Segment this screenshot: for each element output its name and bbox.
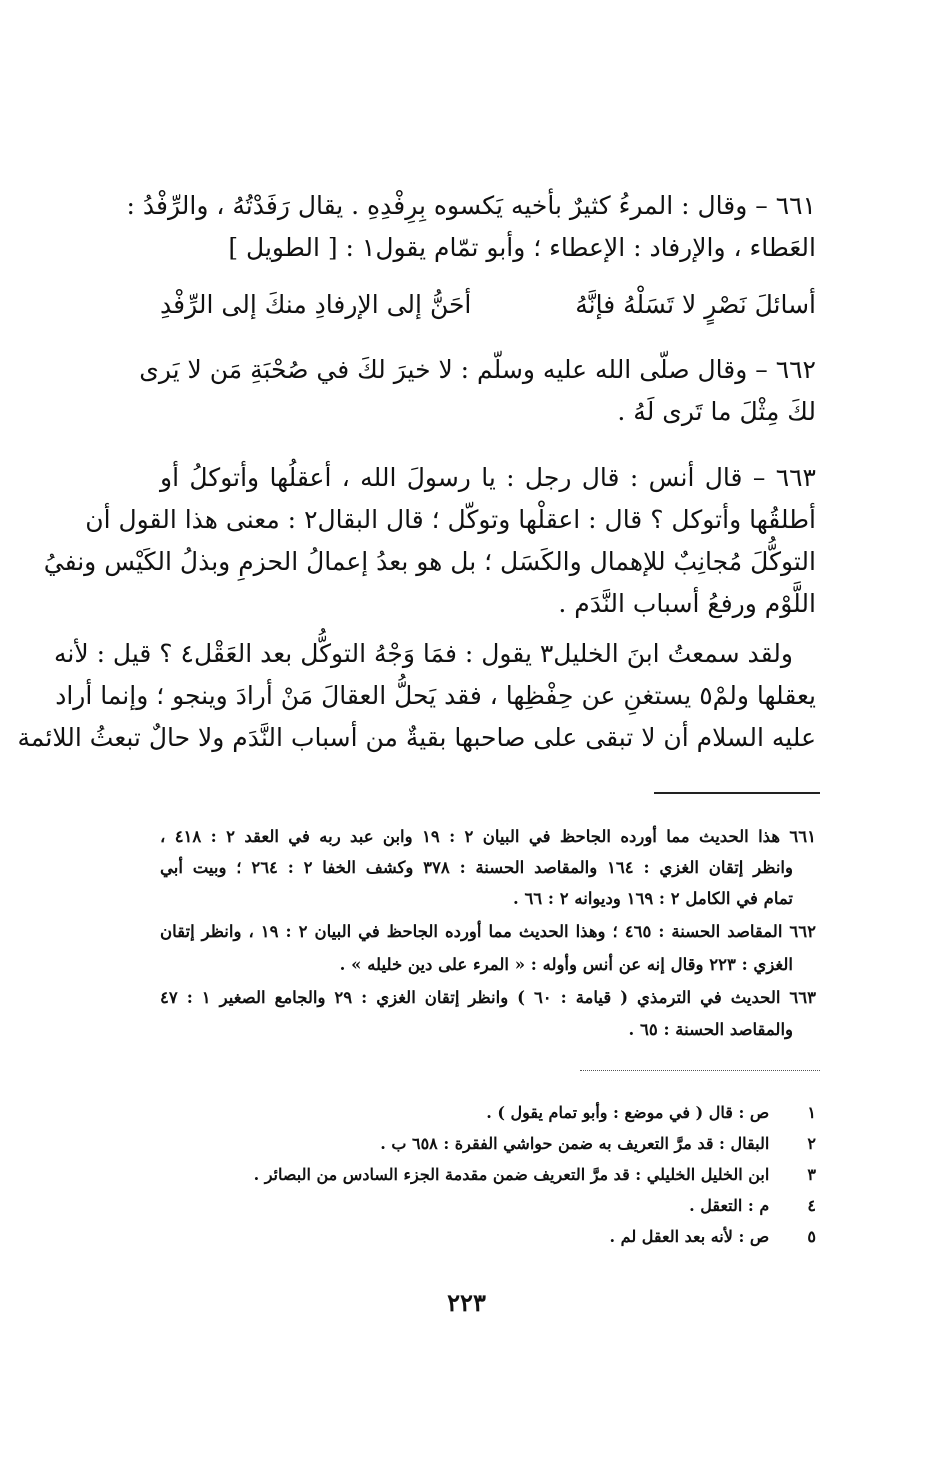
paragraph-662-line-2: لكَ مِثْلَ ما تَرى لَهُ . — [617, 397, 816, 426]
note-text: البقال : قد مرَّ التعريف به ضمن حواشي الفقرة : ٦٥٨ ب . — [380, 1134, 770, 1153]
paragraph-663-line-2: أطلقُها وأتوكل ؟ قال : اعقلْها وتوكّل ؛ قال البقال٢ : معنى هذا القول أن — [85, 505, 816, 534]
note-number: ٤ — [807, 1196, 816, 1215]
verse-first-hemistich: أسائلَ نَصْرٍ لا تَسَلْهُ فإنَّهُ — [575, 290, 816, 319]
verse-second-hemistich: أحَنُّ إلى الإرفادِ منكَ إلى الرِّفْدِ — [160, 290, 472, 319]
paragraph-663-line-3: التوكُّلَ مُجانِبٌ للإهمال والكَسَل ؛ بل هو بعدُ إعمالُ الحزمِ وبذلُ الكَيْس ونفيُ — [43, 547, 816, 576]
footnote-663-line-2: والمقاصد الحسنة : ٦٥ . — [628, 1020, 793, 1039]
footnote-662-line-1: ٦٦٢ المقاصد الحسنة : ٤٦٥ ؛ وهذا الحديث مما أورده الجاحظ في البيان ٢ : ١٩ ، وانظر إتقان — [160, 922, 816, 941]
note-4 — [689, 1191, 816, 1221]
note-number: ١ — [807, 1103, 816, 1122]
note-text: ابن الخليل الخليلي : قد مرَّ التعريف ضمن مقدمة الجزء السادس من البصائر . — [253, 1165, 770, 1184]
paragraph-663-line-7: عليه السلام أن لا تبقى على صاحبها بقيةٌ من أسباب النَّدَم ولا حالٌ تبعثُ اللائمة — [17, 723, 816, 752]
note-text: ص : لأنه بعد العقل لم . — [609, 1227, 770, 1246]
paragraph-661-line-1: ٦٦١ – وقال : المرءُ كثيرٌ بأخيه يَكسوه بِرِفْدِهِ . يقال رَفَدْتُهُ ، والرِّفْدُ : — [126, 191, 816, 220]
paragraph-663-line-6: يعقلها ولمْ٥ يستغنِ عن حِفْظِها ، فقد يَحلُّ العقالَ مَنْ أرادَ وينجو ؛ وإنما أراد — [55, 681, 816, 710]
note-number: ٢ — [807, 1134, 816, 1153]
footnote-662-line-2: الغزي : ٢٢٣ وقال إنه عن أنس وأوله : « المرء على دين خليله » . — [339, 955, 793, 974]
note-3 — [254, 1160, 816, 1190]
note-1 — [486, 1098, 816, 1128]
footnote-661-line-3: تمام في الكامل ٢ : ١٦٩ وديوانه ٢ : ٦٦ . — [512, 889, 793, 908]
note-text: ص : قال ( في موضع : وأبو تمام يقول ) . — [486, 1103, 770, 1122]
footnote-661-line-1: ٦٦١ هذا الحديث مما أورده الجاحظ في البيان ٢ : ١٩ وابن عبد ربه في العقد ٢ : ٤١٨ ، — [160, 827, 816, 846]
note-2 — [380, 1129, 816, 1159]
paragraph-661-line-2: العَطاء ، والإرفاد : الإعطاء ؛ وأبو تمّام يقول١ : [ الطويل ] — [228, 233, 816, 262]
page-number: ٢٢٣ — [447, 1288, 486, 1317]
paragraph-663-line-4: اللَّوْم ورفعُ أسباب النَّدَم . — [558, 589, 816, 618]
note-number: ٣ — [807, 1165, 816, 1184]
note-number: ٥ — [807, 1227, 816, 1246]
footnote-661-line-2: وانظر إتقان الغزي : ١٦٤ والمقاصد الحسنة : ٣٧٨ وكشف الخفا ٢ : ٢٦٤ ؛ وبيت أبي — [160, 858, 793, 877]
note-text: م : التعقل . — [689, 1196, 770, 1215]
note-5 — [610, 1222, 816, 1252]
notes-separator — [580, 1070, 820, 1071]
footnote-separator — [654, 792, 820, 794]
paragraph-663-line-5: ولقد سمعتُ ابنَ الخليل٣ يقول : فمَا وَجْهُ التوكُّل بعد العَقْل٤ ؟ قيل : لأنه — [54, 639, 793, 668]
footnote-663-line-1: ٦٦٣ الحديث في الترمذي ( قيامة : ٦٠ ) وانظر إتقان الغزي : ٢٩ والجامع الصغير ١ : ٤٧ — [160, 988, 817, 1007]
paragraph-663-line-1: ٦٦٣ – قال أنس : قال رجل : يا رسولَ الله ، أعقلُها وأتوكلُ أو — [160, 463, 816, 492]
paragraph-662-line-1: ٦٦٢ – وقال صلّى الله عليه وسلّم : لا خيرَ لكَ في صُحْبَةِ مَن لا يَرى — [139, 355, 816, 384]
